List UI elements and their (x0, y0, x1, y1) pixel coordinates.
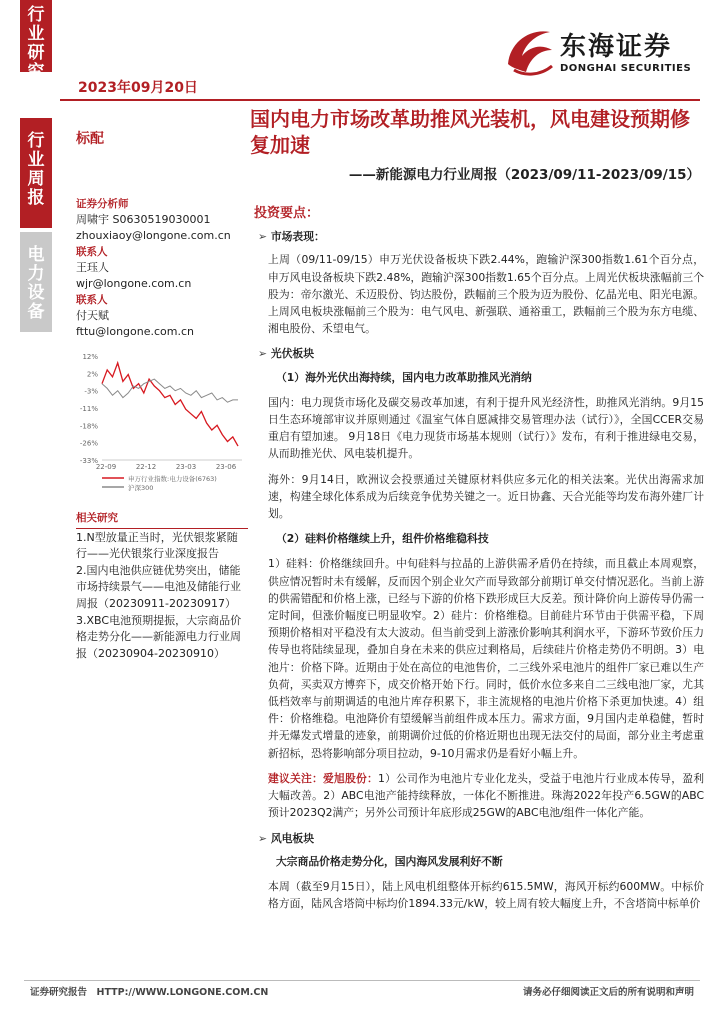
focus-text: 1）公司作为电池片专业化龙头，受益于电池片行业成本传导，盈利大幅改善。2）ABC电池产能持续释放，一体化不断推进。珠海2022年投产6.5GW的ABC预计2023Q2满产；另外公司预计年底形成25GW的ABC电池/组件一体化产能。 (268, 771, 704, 820)
series-line-2 (102, 379, 238, 402)
contact-name: 王珏人 (76, 261, 109, 274)
footer-website[interactable]: 证券研究报告 HTTP://WWW.LONGONE.COM.CN (30, 987, 269, 998)
y-tick-label: -3% (84, 387, 98, 396)
pv-section-heading: ➢ 光伏板块 (258, 345, 704, 362)
pv-subheading-2: （2）硅料价格继续上升，组件价格维稳科技 (276, 532, 489, 546)
rating-label: 标配 (76, 131, 104, 147)
report-subtitle: ——新能源电力行业周报（2023/09/11-2023/09/15） (348, 167, 700, 183)
key-points-head: 投资要点： (254, 206, 320, 221)
analyst-info (76, 196, 248, 340)
legend-label: 申万行业指数:电力设备(6763) (128, 475, 217, 483)
focus-label: 建议关注： (268, 771, 324, 785)
footer-divider (24, 980, 700, 981)
footer-disclaimer: 请务必仔细阅读正文后的所有说明和声明 (522, 987, 694, 998)
report-type-tag (20, 0, 52, 82)
pv-domestic-text: 国内：电力现货市场化及碳交易改革加速，有利于提升风光经济性，助推风光消纳。9月15日生态环境部审议并原则通过《温室气体自愿减排交易管理办法（试行）》，全国CCER交易重启有望加速。 9月18日《电力现货市场基本规则（试行）》发布，有利于推进绿电交易，从而助推光伏、风电装机提升。 (268, 395, 704, 461)
industry-char-2: 设备 (27, 283, 45, 322)
pv-subheading-1: （1）海外光伏出海持续，国内电力改革助推风光消纳 (276, 370, 532, 384)
pv-price-text: 1）硅料：价格继续回升。中旬硅料与拉晶的上游供需矛盾仍在持续，而且截止本周观察，供应情况暂时未有缓解，反而因个别企业欠产而导致部分前期订单交付情况恶化。当前上游的供需错配和价格上涨，已经与下游的价格下跌形成巨大反差。预计降价向上游传导仍需一定时间，但涨价幅度已明显收窄。2）硅片：价格维稳。目前硅片环节由于供需平稳，下周预期价格相对平稳没有太大波动。但当前受到上游涨价影响其利润水平，下游环节致价压力传导也将陆续显现，叠加自身在未来的供应过剩格局，后续硅片价格走势仍不明朗。3）电池片：价格下降。近期由于处在高位的电池售价，二三线外采电池片的组件厂家已难以生产负荷，买卖双方博弈下，成交价格开始下行。同时，低价水位多来自二三线电池厂家，尤其低档效率与前期调适的电池片库存积累下，非主流规格的电池片价格下杀更加快速。4）组件：价格维稳。电池降价有望缓解当前组件成本压力。需求方面，9月国内走单稳健，暂时并无爆发式增量的迹象，前期调价过低的价格近期也出现无法交付的局面，部分业主考虑重新招标，恐将影响部分项目拉动，9-10月需求仍是看好小幅上升。 (268, 557, 704, 760)
related-item[interactable]: 1.N型放量正当时，光伏银浆紧随行——光伏银浆行业深度报告 (76, 530, 238, 561)
chart-svg (76, 348, 248, 498)
price-performance-chart (76, 348, 248, 498)
industry-char-1: 电力 (27, 245, 45, 284)
related-item[interactable]: 2.国内电池供应链优势突出，储能市场持续景气——电池及储能行业周报（20230911-20230917） (76, 563, 241, 610)
contact-email-2[interactable]: fttu@longone.com.cn (76, 325, 194, 338)
related-research-head: 相关研究 (76, 510, 248, 529)
related-item[interactable]: 3.XBC电池预期提振，大宗商品价格走势分化——新能源电力行业周报（20230904-20230910） (76, 613, 242, 660)
focus-paragraph (268, 770, 704, 822)
analyst-name: 周啸宇 S0630519030001 (76, 213, 211, 226)
report-type-char-1: 行业 (27, 5, 45, 44)
main-content (254, 205, 704, 920)
legend-label: 沪深300 (128, 484, 154, 492)
wind-text: 本周（截至9月15日），陆上风电机组整体开标约615.5MW，海风开标约600MW。中标价格方面，陆风含塔筒中标均价1894.33元/kW，较上周有较大幅度上升，不含塔筒中标单价 (268, 879, 704, 911)
logo-text-english: DONGHAI SECURITIES (560, 63, 692, 74)
contact-email[interactable]: wjr@longone.com.cn (76, 277, 192, 290)
analyst-label: 证券分析师 (76, 198, 129, 210)
industry-tag (20, 232, 52, 332)
logo-text-chinese: 东海证券 (560, 32, 673, 62)
company-logo (500, 20, 700, 82)
market-performance-text: 上周（09/11-09/15）申万光伏设备板块下跌2.44%，跑输沪深300指数1.61个百分点，申万风电设备板块下跌2.48%，跑输沪深300指数1.65个百分点。上周光伏板块涨幅前三个股为：帝尔激光、禾迈股份、钧达股份，跌幅前三个股为迈为股份、亿晶光电、阳光电源。上周风电板块涨幅前三个股为：电气风电、新强联、通裕重工，跌幅前三个股为东方电缆、湘电股份、禾望电气。 (268, 253, 704, 336)
y-tick-label: -18% (79, 422, 98, 431)
y-tick-label: -33% (79, 457, 98, 465)
y-tick-label: -26% (79, 439, 98, 448)
contact-name-2: 付天赋 (76, 309, 109, 322)
market-performance-heading: ➢ 市场表现： (258, 228, 704, 245)
series-line-1 (102, 363, 238, 446)
wind-subheading: 大宗商品价格走势分化，国内海风发展利好不断 (276, 854, 503, 868)
report-type-char-2: 研究 (27, 43, 45, 82)
report-frequency-char-2: 周报 (27, 169, 45, 208)
pv-overseas-text: 海外：9月14日，欧洲议会投票通过关键原材料供应多元化的相关法案。光伏出海需求加速，构建全球化体系成为后续竞争优势关键之一。近日协鑫、天合光能等均发布海外建厂计划。 (268, 472, 704, 521)
contact-label-2: 联系人 (76, 294, 108, 306)
contact-label: 联系人 (76, 246, 108, 258)
y-tick-label: -11% (79, 405, 98, 413)
logo-emblem-icon (500, 20, 558, 80)
analyst-email[interactable]: zhouxiaoy@longone.com.cn (76, 229, 231, 242)
y-tick-label: 12% (82, 353, 98, 361)
header-divider (60, 99, 700, 101)
report-date: 2023年09月20日 (78, 80, 198, 96)
report-frequency-char-1: 行业 (27, 131, 45, 170)
related-research (76, 510, 248, 662)
wind-section-heading: ➢ 风电板块 (258, 830, 704, 847)
x-tick-label: 22-09 (95, 463, 117, 471)
report-frequency-tag (20, 118, 52, 228)
x-tick-label: 22-12 (135, 463, 157, 471)
focus-company: 爱旭股份： (323, 771, 379, 785)
y-tick-label: 2% (86, 370, 98, 379)
report-title: 国内电力市场改革助推风光装机，风电建设预期修复加速 (250, 107, 690, 157)
x-tick-label: 23-03 (175, 463, 197, 471)
x-tick-label: 23-06 (215, 463, 237, 471)
